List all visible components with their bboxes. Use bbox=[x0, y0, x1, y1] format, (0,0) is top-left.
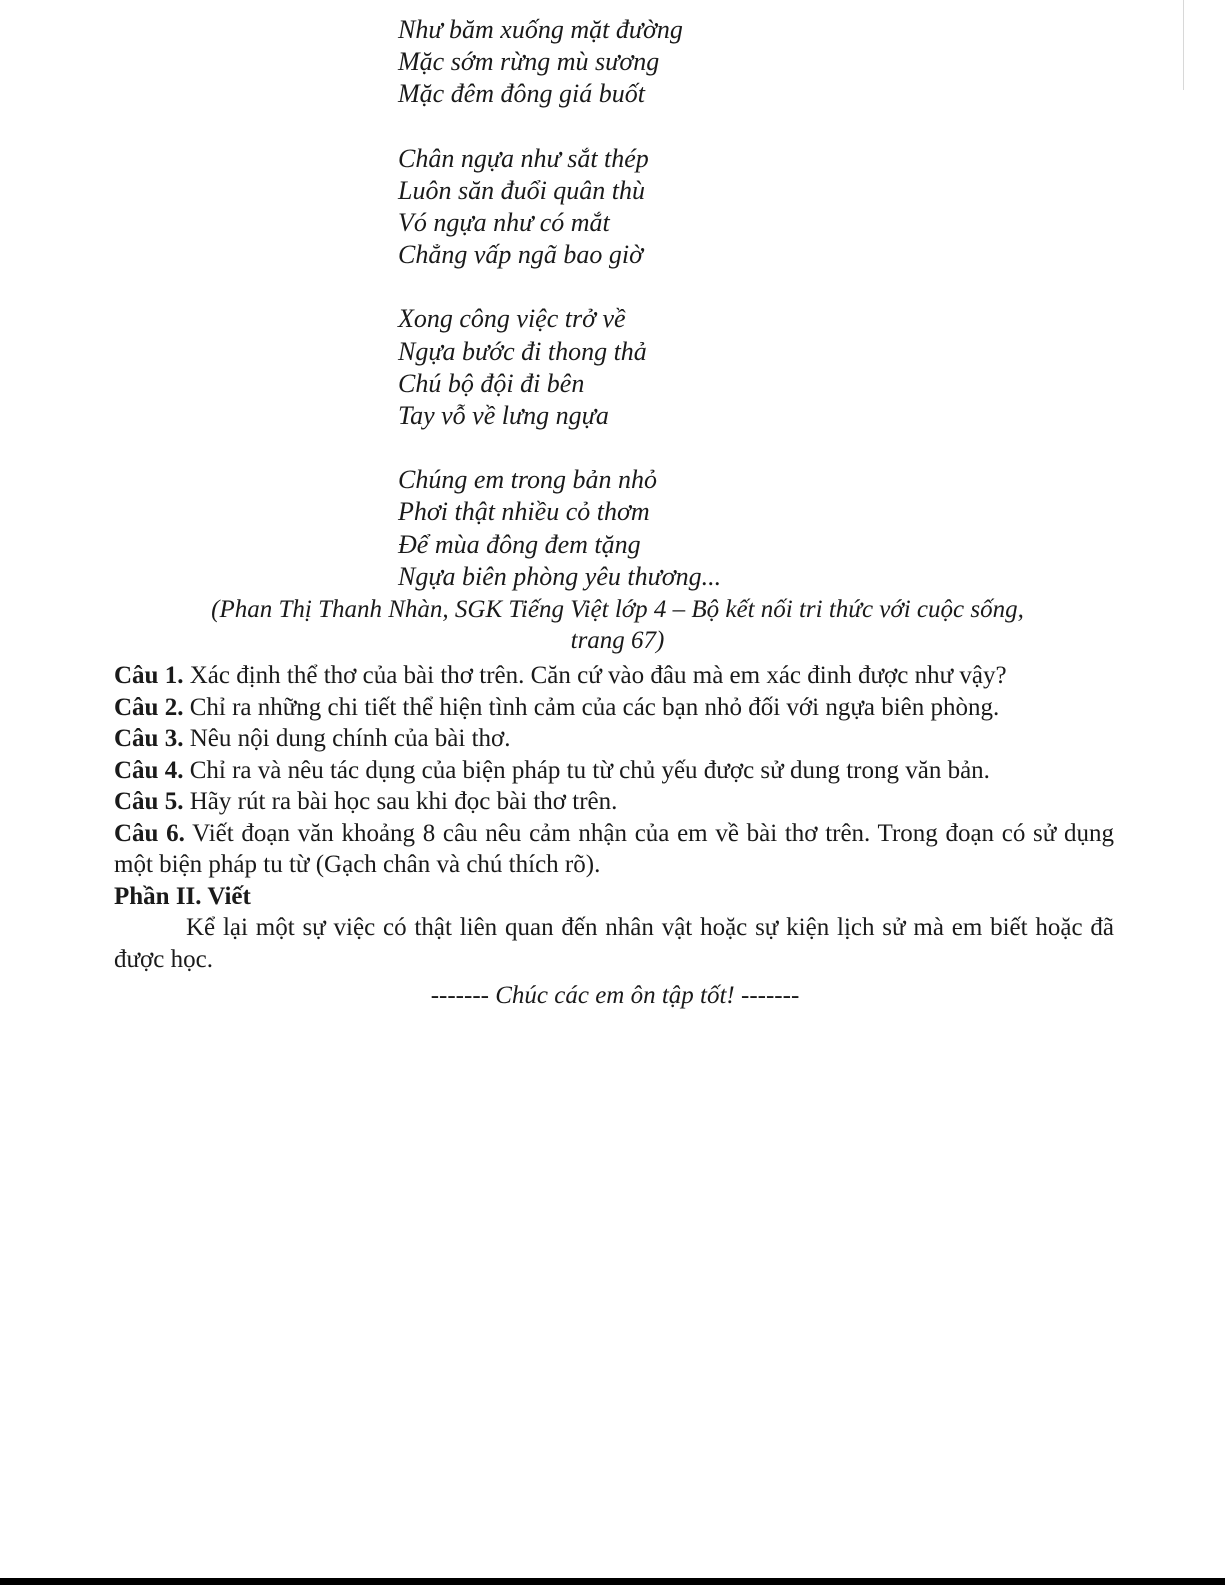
poem-line: Như băm xuống mặt đường bbox=[398, 15, 683, 44]
poem-line: Chẳng vấp ngã bao giờ bbox=[398, 240, 643, 270]
poem-line: Xong công việc trở về bbox=[398, 304, 626, 334]
question-text: Xác định thể thơ của bài thơ trên. Căn cứ vào đâu mà em xác đinh được như vậy? bbox=[183, 662, 1007, 689]
poem-line: Vó ngựa như có mắt bbox=[398, 208, 610, 238]
question-1 bbox=[114, 660, 1114, 692]
poem-line: Chân ngựa như sắt thép bbox=[398, 143, 649, 173]
poem-citation bbox=[150, 594, 1085, 656]
poem-stanza bbox=[398, 303, 898, 432]
citation-line: trang 67) bbox=[570, 627, 665, 654]
poem-line: Mặc sớm rừng mù sương bbox=[398, 47, 660, 77]
closing-message: ------- Chúc các em ôn tập tốt! ------- bbox=[430, 982, 800, 1009]
question-label: Câu 6. bbox=[114, 819, 185, 847]
poem-stanza bbox=[398, 143, 898, 272]
scan-bottom-border bbox=[0, 1578, 1225, 1585]
question-list bbox=[114, 660, 1114, 975]
question-label: Câu 5. bbox=[114, 788, 184, 815]
poem-line: Mặc đêm đông giá buốt bbox=[398, 79, 645, 109]
section-heading: Phần II. Viết bbox=[114, 882, 251, 910]
question-text: Viết đoạn văn khoảng 8 câu nêu cảm nhận của em về bài thơ trên. Trong đoạn có sử dụng một biện pháp tu từ (Gạch chân và chú thích rõ). bbox=[114, 819, 1114, 878]
poem-line: Chú bộ đội đi bên bbox=[398, 368, 585, 398]
poem bbox=[398, 14, 898, 593]
question-text: Chỉ ra và nêu tác dụng của biện pháp tu từ chủ yếu được sử dung trong văn bản. bbox=[183, 756, 990, 784]
question-3 bbox=[114, 723, 1114, 755]
poem-line: Tay vỗ về lưng ngựa bbox=[398, 401, 609, 431]
question-5 bbox=[114, 786, 1114, 818]
question-label: Câu 3. bbox=[114, 725, 184, 752]
poem-line: Ngựa bước đi thong thả bbox=[398, 336, 647, 366]
poem-line: Phơi thật nhiều cỏ thơm bbox=[398, 497, 650, 527]
page-edge-mark bbox=[1183, 0, 1184, 90]
question-text: Hãy rút ra bài học sau khi đọc bài thơ trên. bbox=[183, 788, 618, 815]
poem-line: Luôn săn đuổi quân thù bbox=[398, 175, 646, 205]
poem-line: Chúng em trong bản nhỏ bbox=[398, 465, 658, 495]
poem-line: Để mùa đông đem tặng bbox=[398, 529, 641, 559]
citation-line: (Phan Thị Thanh Nhàn, SGK Tiếng Việt lớp 4 – Bộ kết nối tri thức với cuộc sống, bbox=[211, 596, 1024, 623]
question-4 bbox=[114, 755, 1114, 787]
poem-stanza bbox=[398, 14, 898, 111]
question-label: Câu 2. bbox=[114, 693, 184, 721]
question-text: Nêu nội dung chính của bài thơ. bbox=[183, 725, 511, 752]
question-6 bbox=[114, 818, 1114, 881]
poem-stanza bbox=[398, 464, 898, 593]
writing-task: Kể lại một sự việc có thật liên quan đến nhân vật hoặc sự kiện lịch sử mà em biết hoặc đã được học. bbox=[114, 914, 1114, 973]
poem-line: Ngựa biên phòng yêu thương... bbox=[398, 561, 722, 591]
question-text: Chỉ ra những chi tiết thể hiện tình cảm của các bạn nhỏ đối với ngựa biên phòng. bbox=[183, 693, 1000, 721]
question-label: Câu 4. bbox=[114, 756, 184, 784]
question-label: Câu 1. bbox=[114, 662, 184, 689]
question-2 bbox=[114, 692, 1114, 724]
